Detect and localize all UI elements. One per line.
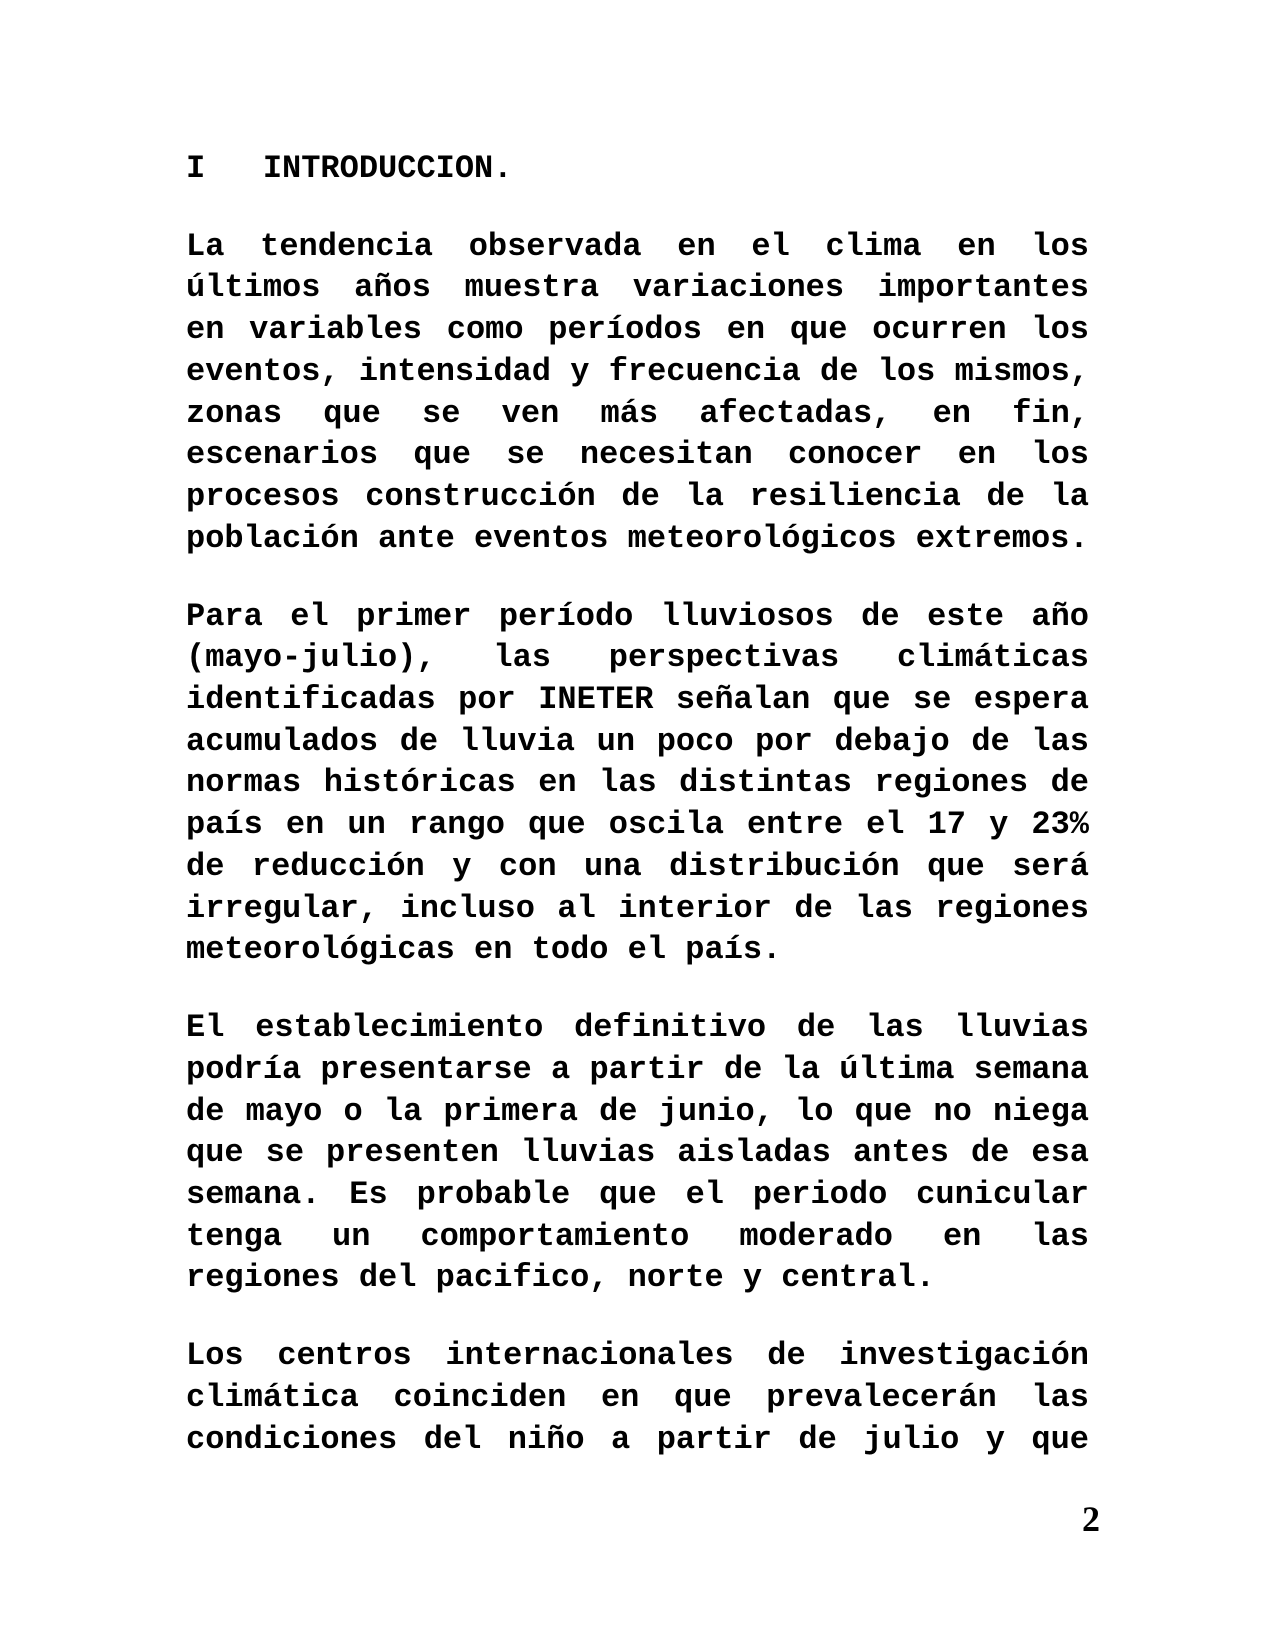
text-line: Para el primer período lluviosos de este año [186,597,1089,635]
text-line: escenarios que se necesitan conocer en los [186,436,1089,474]
text-line: Los centros internacionales de investigación [186,1337,1089,1375]
text-line: país en un rango que oscila entre el 17 y 23% [186,806,1089,844]
text-line: regiones del pacifico, norte y central. [186,1259,935,1297]
text-line: identificadas por INETER señalan que se espera [186,681,1089,719]
paragraph [186,226,1089,560]
text-line: meteorológicas en todo el país. [186,931,782,969]
text-line: semana. Es probable que el periodo cunicular [186,1176,1089,1214]
text-line: climática coinciden en que prevalecerán las [186,1379,1089,1417]
text-line: irregular, incluso al interior de las regiones [186,889,1089,927]
section-heading: I INTRODUCCION. [186,150,513,187]
paragraph [186,1007,1089,1299]
text-line: tenga un comportamiento moderado en las [186,1217,1089,1255]
paragraph [186,596,1089,971]
text-line: zonas que se ven más afectadas, en fin, [186,394,1089,432]
text-line: últimos años muestra variaciones importantes [186,269,1089,307]
text-line: eventos, intensidad y frecuencia de los mismos, [186,352,1089,390]
text-line: normas históricas en las distintas regiones de [186,764,1089,802]
text-line: que se presenten lluvias aisladas antes de esa [186,1134,1089,1172]
text-line: (mayo-julio), las perspectivas climáticas [186,639,1089,677]
text-line: procesos construcción de la resiliencia de la [186,477,1089,515]
text-line: de mayo o la primera de junio, lo que no niega [186,1092,1089,1130]
text-line: en variables como períodos en que ocurren los [186,311,1089,349]
text-line: El establecimiento definitivo de las lluvias [186,1009,1089,1047]
text-block [186,148,1089,1461]
paragraph [186,1335,1089,1460]
text-line: población ante eventos meteorológicos extremos. [186,519,1089,557]
text-line: de reducción y con una distribución que será [186,847,1089,885]
page-number: 2 [1082,1499,1100,1539]
text-line: acumulados de lluvia un poco por debajo de las [186,722,1089,760]
text-line: podría presentarse a partir de la última semana [186,1050,1089,1088]
text-line: La tendencia observada en el clima en los [186,227,1089,265]
text-line: condiciones del niño a partir de julio y que [186,1420,1089,1458]
